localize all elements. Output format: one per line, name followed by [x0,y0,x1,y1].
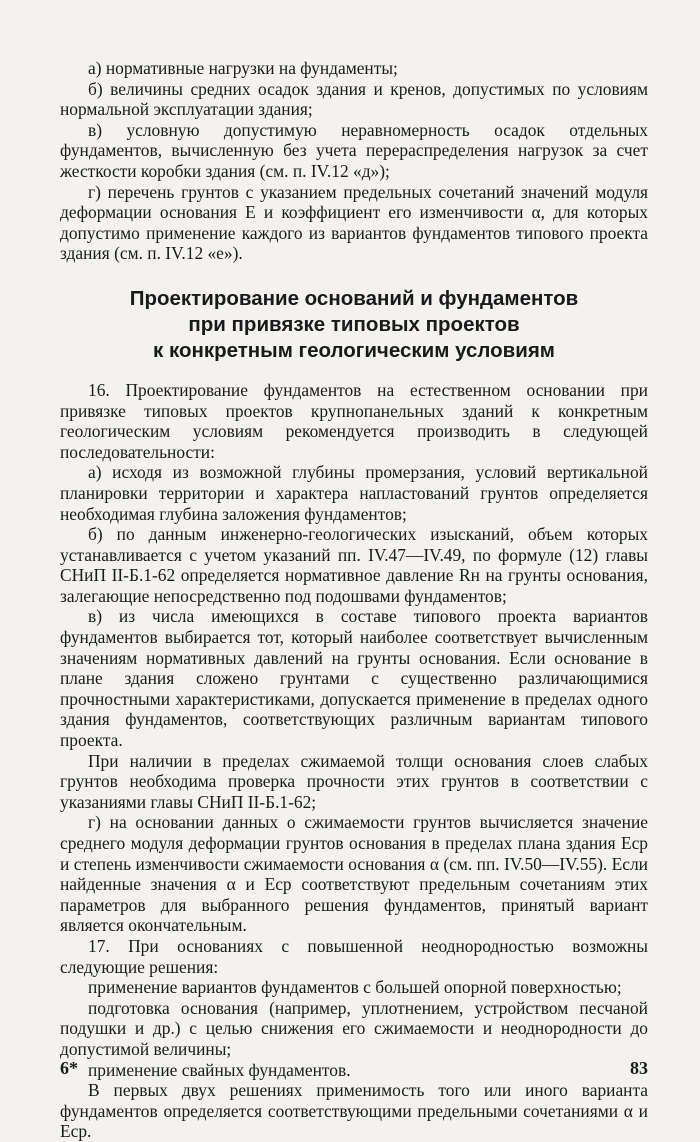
heading-line-2: при привязке типовых проектов [188,312,520,336]
step-v: в) из числа имеющихся в составе типового проекта вариантов фундаментов выбирается тот, который наиболее соответствует вычисленным значениям нормативных давлений на грунты основания. Если основание в плане здания сложено грунтами с существенно различающимися прочностными характеристиками, допускается применение в пределах одного здания фундаментов, соответствующих различным вариантам типового проекта. [60,606,648,751]
step-g: г) на основании данных о сжимаемости грунтов вычисляется значение среднего модуля деформации грунтов основания в пределах плана здания Eср и степень изменчивости сжимаемости основания α (см. пп. IV.50—IV.55). Если найденные значения α и Eср соответствуют предельным сочетаниям этих параметров для выбранного решения фундаментов, принятый вариант является окончательным. [60,812,648,936]
solution-1: применение вариантов фундаментов с большей опорной поверхностью; [88,977,622,998]
paragraph-17: 17. При основаниях с повышенной неоднородностью возможны следующие решения: [60,935,648,977]
list-item-g: г) перечень грунтов с указанием предельных сочетаний значений модуля деформации основания E и коэффициент его изменчивости α, для которых допустимо применение каждого из вариантов фундаментов типового проекта здания (см. п. IV.12 «е»). [60,181,648,264]
signature-mark: 6* [60,1058,78,1078]
weak-soil-note: При наличии в пределах сжимаемой толщи основания слоев слабых грунтов необходима проверка прочности этих грунтов в соответствии с указаниями главы СНиП II-Б.1-62; [60,750,648,812]
closing-paragraph: В первых двух решениях применимость того или иного варианта фундаментов определяется соответствующими предельными сочетаниями α и Eср. [60,1080,648,1142]
solution-2: подготовка основания (например, уплотнением, устройством песчаной подушки и др.) с целью снижения его сжимаемости и неоднородности до допустимой величины; [60,997,648,1059]
paragraph-16: 16. Проектирование фундаментов на естественном основании при привязке типовых проектов крупнопанельных зданий к конкретным геологическим условиям рекомендуется производить в следующей последовательности: [60,379,648,462]
list-item-b: б) величины средних осадок здания и кренов, допустимых по условиям нормальной эксплуатации здания; [60,78,648,120]
solution-3: применение свайных фундаментов. [88,1059,351,1080]
step-b: б) по данным инженерно-геологических изысканий, объем которых устанавливается с учетом указаний пп. IV.47—IV.49, по формуле (12) главы СНиП II-Б.1-62 определяется нормативное давление Rн на грунты основания, залегающие непосредственно под подошвами фундаментов; [60,524,648,606]
heading-line-1: Проектирование оснований и фундаментов [129,286,579,310]
list-item-a: а) нормативные нагрузки на фундаменты; [88,58,398,78]
list-item-v: в) условную допустимую неравномерность осадок отдельных фундаментов, вычисленную без учета перераспределения нагрузок за счет жесткости коробки здания (см. п. IV.12 «д»); [60,119,648,181]
step-a: а) исходя из возможной глубины промерзания, условий вертикальной планировки территории и характера напластований грунтов определяется необходимая глубина заложения фундаментов; [60,462,648,524]
heading-line-3: к конкретным геологическим условиям [153,338,555,362]
section-body [60,380,648,1142]
section-heading [60,286,648,364]
page-number: 83 [630,1058,648,1078]
requirements-list [60,58,648,264]
